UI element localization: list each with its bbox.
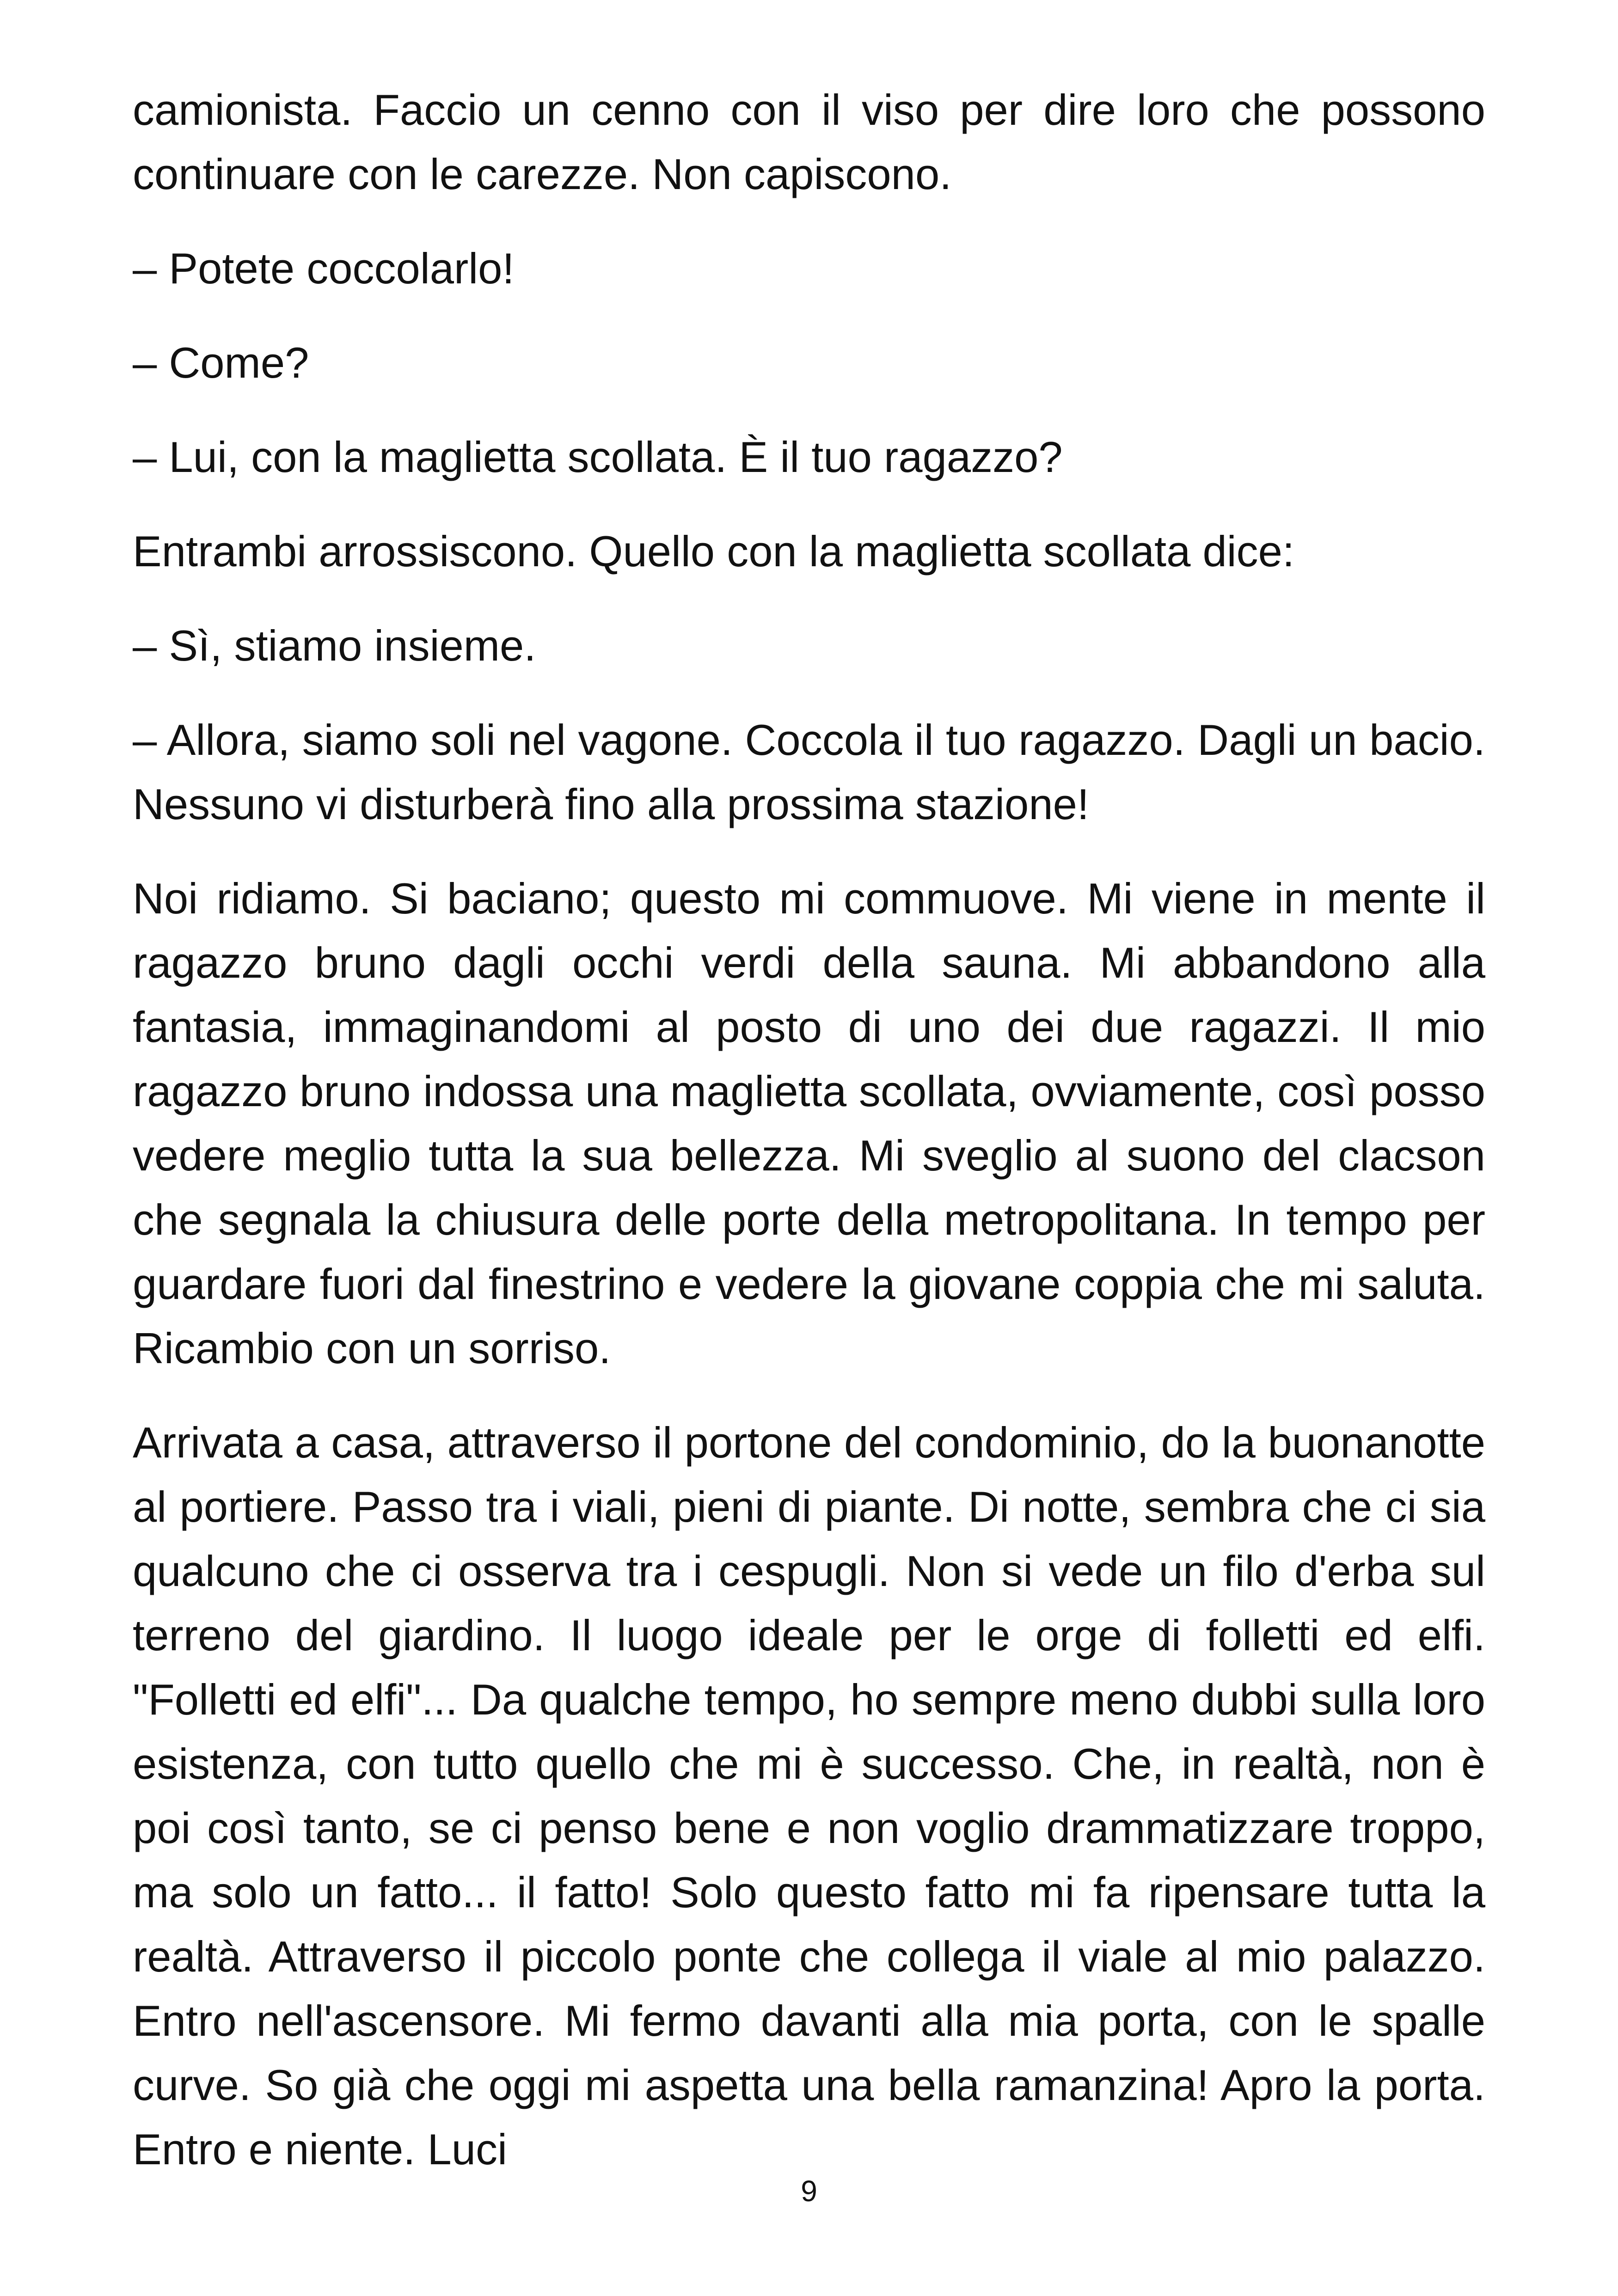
- paragraph: Entrambi arrossiscono. Quello con la maglietta scollata dice:: [133, 527, 1295, 576]
- paragraph: – Potete coccolarlo!: [133, 244, 515, 293]
- paragraph: – Come?: [133, 338, 309, 387]
- paragraph: camionista. Faccio un cenno con il viso per dire loro che possono continuare con le carezze. Non capiscono.: [133, 86, 1485, 198]
- paragraph: – Lui, con la maglietta scollata. È il tuo ragazzo?: [133, 433, 1063, 481]
- paragraph: Noi ridiamo. Si baciano; questo mi commuove. Mi viene in mente il ragazzo bruno dagli occhi verdi della sauna. Mi abbandono alla fantasia, immaginandomi al posto di uno dei due ragazzi. Il mio ragazzo bruno indossa una maglietta scollata, ovviamente, così posso vedere meglio tutta la sua bellezza. Mi sveglio al suono del clacson che segnala la chiusura delle porte della metropolitana. In tempo per guardare fuori dal finestrino e vedere la giovane coppia che mi saluta. Ricambio con un sorriso.: [133, 874, 1485, 1372]
- page-number: 9: [801, 2174, 817, 2208]
- paragraph: Arrivata a casa, attraverso il portone del condominio, do la buonanotte al portiere. Passo tra i viali, pieni di piante. Di notte, sembra che ci sia qualcuno che ci osserva tra i cespugli. Non si vede un filo d'erba sul terreno del giardino. Il luogo ideale per le orge di folletti ed elfi. "Folletti ed elfi"... Da qualche tempo, ho sempre meno dubbi sulla loro esistenza, con tutto quello che mi è successo. Che, in realtà, non è poi così tanto, se ci penso bene e non voglio drammatizzare troppo, ma solo un fatto... il fatto! Solo questo fatto mi fa ripensare tutta la realtà. Attraverso il piccolo ponte che collega il viale al mio palazzo. Entro nell'ascensore. Mi fermo davanti alla mia porta, con le spalle curve. So già che oggi mi aspetta una bella ramanzina! Apro la porta. Entro e niente. Luci: [133, 1418, 1485, 2174]
- body-text: [133, 78, 1485, 2211]
- paragraph: – Allora, siamo soli nel vagone. Coccola il tuo ragazzo. Dagli un bacio. Nessuno vi disturberà fino alla prossima stazione!: [133, 716, 1485, 828]
- paragraph: – Sì, stiamo insieme.: [133, 621, 536, 670]
